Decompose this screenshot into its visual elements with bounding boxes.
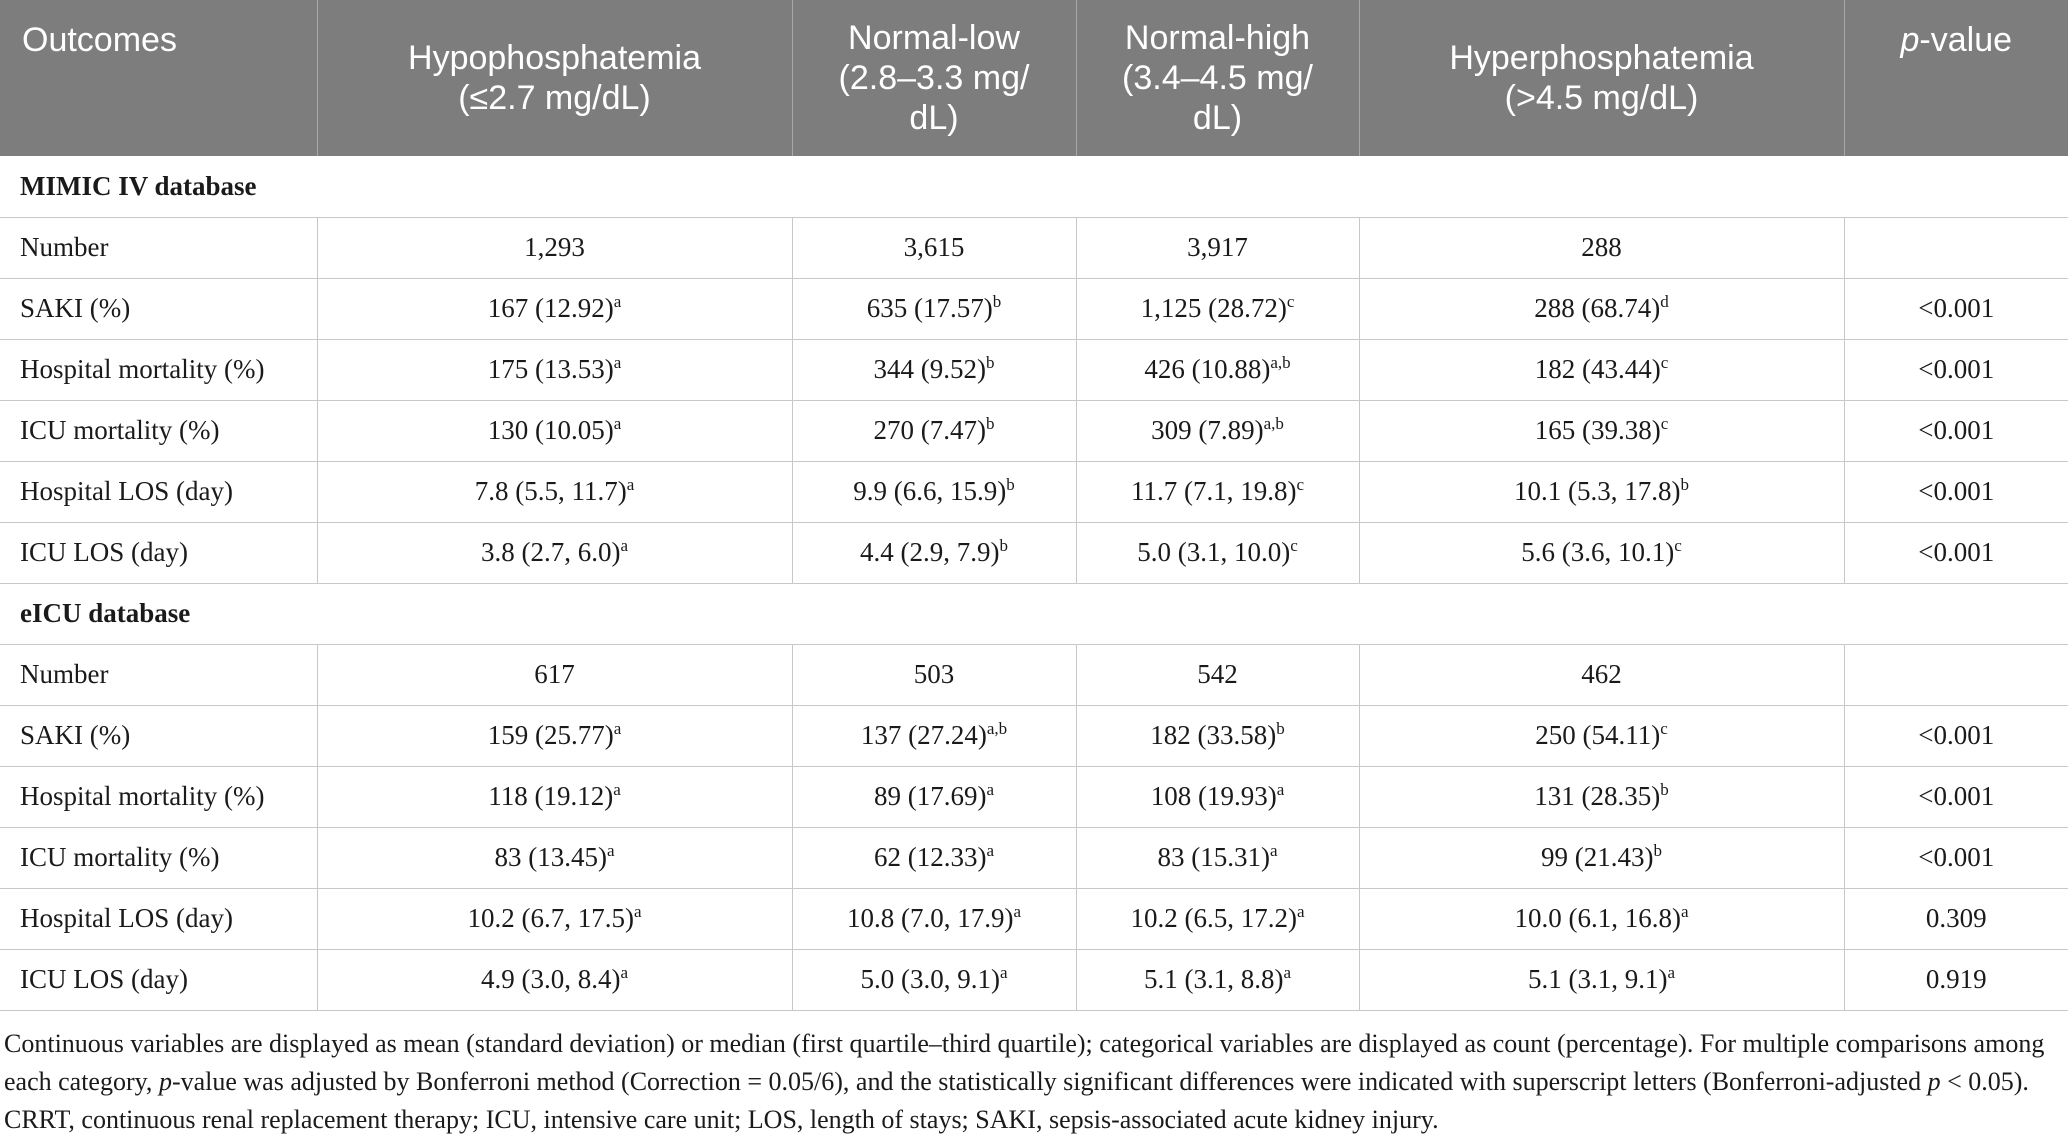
cell-value: 5.0 (3.0, 9.1) xyxy=(860,964,1000,994)
cell-superscript: c xyxy=(1660,353,1669,372)
table-cell xyxy=(317,827,792,888)
column-header-line: dL) xyxy=(1192,99,1243,137)
table-cell xyxy=(792,278,1076,339)
cell-value: 131 (28.35) xyxy=(1534,781,1661,811)
cell-superscript: a xyxy=(613,414,622,433)
table-row xyxy=(0,400,2068,461)
cell-superscript: b xyxy=(1660,780,1669,799)
cell-value: 1,125 (28.72) xyxy=(1140,293,1287,323)
cell-value: 288 xyxy=(1581,232,1622,262)
row-label: Hospital mortality (%) xyxy=(0,766,317,827)
row-label: Hospital mortality (%) xyxy=(0,339,317,400)
row-label: Number xyxy=(0,644,317,705)
table-cell xyxy=(317,461,792,522)
cell-superscript: a xyxy=(626,475,635,494)
cell-value: 118 (19.12) xyxy=(488,781,614,811)
cell-superscript: a xyxy=(1680,902,1689,921)
table-header xyxy=(0,0,2068,156)
p-value-cell: <0.001 xyxy=(1844,400,2068,461)
cell-value: 165 (39.38) xyxy=(1534,415,1661,445)
table-cell xyxy=(1076,949,1359,1010)
cell-value: 7.8 (5.5, 11.7) xyxy=(474,476,627,506)
cell-superscript: c xyxy=(1296,475,1305,494)
table-cell xyxy=(1359,705,1844,766)
cell-value: 4.4 (2.9, 7.9) xyxy=(860,537,1000,567)
p-italic: p xyxy=(1900,21,1920,59)
cell-value: 99 (21.43) xyxy=(1541,842,1654,872)
cell-value: 3,615 xyxy=(903,232,965,262)
table-row xyxy=(0,461,2068,522)
table-cell xyxy=(792,644,1076,705)
cell-superscript: a xyxy=(1013,902,1022,921)
cell-superscript: a xyxy=(1667,963,1676,982)
cell-superscript: c xyxy=(1674,536,1682,555)
cell-value: 175 (13.53) xyxy=(487,354,614,384)
cell-value: 426 (10.88) xyxy=(1144,354,1271,384)
section-title: MIMIC IV database xyxy=(0,156,2068,217)
table-cell xyxy=(1076,461,1359,522)
p-value-cell: <0.001 xyxy=(1844,766,2068,827)
p-value-cell xyxy=(1844,217,2068,278)
cell-value: 462 xyxy=(1581,659,1622,689)
table-row xyxy=(0,217,2068,278)
table-cell xyxy=(1359,888,1844,949)
table-cell xyxy=(317,705,792,766)
footnote-text-1: Continuous variables are displayed as mean (standard deviation) or median (first quartile–third quartile); categorical variables are displayed as count (percentage). For multiple comparisons among each category, xyxy=(4,1029,2045,1096)
table-row xyxy=(0,705,2068,766)
row-label: ICU LOS (day) xyxy=(0,522,317,583)
cell-value: 5.1 (3.1, 9.1) xyxy=(1527,964,1668,994)
table-cell xyxy=(1076,400,1359,461)
cell-value: 635 (17.57) xyxy=(866,293,993,323)
table-cell xyxy=(1076,766,1359,827)
table-cell xyxy=(792,522,1076,583)
column-header-line: (3.4–4.5 mg/ xyxy=(1122,59,1313,97)
table-cell xyxy=(1076,827,1359,888)
table-cell xyxy=(1359,217,1844,278)
section-title: eICU database xyxy=(0,583,2068,644)
cell-superscript: a xyxy=(1283,963,1292,982)
table-cell xyxy=(1359,461,1844,522)
table-footnote xyxy=(0,1025,2068,1139)
table-row xyxy=(0,827,2068,888)
table-cell xyxy=(1359,827,1844,888)
table-cell xyxy=(1359,644,1844,705)
cell-superscript: a xyxy=(999,963,1008,982)
cell-value: 182 (33.58) xyxy=(1150,720,1277,750)
footnote-text-2: -value was adjusted by Bonferroni method (Correction = 0.05/6), and the statistically significant differences were indicated with superscript letters (Bonferroni-adjusted xyxy=(171,1067,1928,1096)
cell-value: 5.6 (3.6, 10.1) xyxy=(1521,537,1675,567)
cell-value: 182 (43.44) xyxy=(1534,354,1661,384)
cell-value: 270 (7.47) xyxy=(873,415,986,445)
p-value-cell: <0.001 xyxy=(1844,278,2068,339)
row-label: SAKI (%) xyxy=(0,705,317,766)
cell-superscript: d xyxy=(1660,292,1669,311)
table-row xyxy=(0,339,2068,400)
table-cell xyxy=(792,339,1076,400)
column-header xyxy=(792,0,1076,156)
row-label: Hospital LOS (day) xyxy=(0,461,317,522)
cell-value: 11.7 (7.1, 19.8) xyxy=(1130,476,1297,506)
cell-value: 1,293 xyxy=(524,232,585,262)
p-value-cell: <0.001 xyxy=(1844,827,2068,888)
table-cell xyxy=(792,461,1076,522)
cell-superscript: a,b xyxy=(986,719,1008,738)
table-cell xyxy=(1076,278,1359,339)
cell-value: 5.1 (3.1, 8.8) xyxy=(1143,964,1284,994)
table-row xyxy=(0,949,2068,1010)
column-header-line: Normal-high xyxy=(1124,19,1311,57)
table-cell xyxy=(1076,217,1359,278)
table-row xyxy=(0,644,2068,705)
row-label: ICU mortality (%) xyxy=(0,827,317,888)
row-label: SAKI (%) xyxy=(0,278,317,339)
table-cell xyxy=(317,949,792,1010)
column-header-line: Hypophosphatemia xyxy=(408,39,701,77)
table-cell xyxy=(1359,949,1844,1010)
table-cell xyxy=(317,339,792,400)
cell-superscript: b xyxy=(1653,841,1662,860)
cell-value: 10.2 (6.7, 17.5) xyxy=(467,903,634,933)
cell-value: 83 (13.45) xyxy=(494,842,607,872)
cell-superscript: a xyxy=(633,902,642,921)
cell-value: 250 (54.11) xyxy=(1535,720,1661,750)
table-cell xyxy=(1076,888,1359,949)
p-value-cell: <0.001 xyxy=(1844,705,2068,766)
table-cell xyxy=(317,522,792,583)
cell-superscript: b xyxy=(985,414,995,433)
column-header-line: Normal-low xyxy=(848,19,1020,57)
cell-superscript: b xyxy=(1006,475,1015,494)
column-header-line: dL) xyxy=(909,99,959,137)
table-cell xyxy=(317,278,792,339)
cell-value: 83 (15.31) xyxy=(1157,842,1270,872)
header-row xyxy=(0,0,2068,156)
cell-superscript: a xyxy=(613,719,622,738)
table-cell xyxy=(1076,705,1359,766)
column-header-line: Outcomes xyxy=(22,21,177,59)
cell-value: 10.8 (7.0, 17.9) xyxy=(846,903,1014,933)
column-header-line: Hyperphosphatemia xyxy=(1449,39,1754,77)
table-cell xyxy=(317,766,792,827)
cell-superscript: a xyxy=(620,536,629,555)
footnote-p-italic-2: p xyxy=(1927,1067,1941,1096)
cell-superscript: c xyxy=(1660,414,1669,433)
table-cell xyxy=(1076,339,1359,400)
cell-value: 4.9 (3.0, 8.4) xyxy=(480,964,621,994)
cell-value: 159 (25.77) xyxy=(487,720,614,750)
cell-superscript: c xyxy=(1290,536,1298,555)
row-label: Number xyxy=(0,217,317,278)
table-cell xyxy=(317,888,792,949)
cell-superscript: a,b xyxy=(1270,353,1291,372)
cell-superscript: a xyxy=(620,963,629,982)
cell-superscript: b xyxy=(992,292,1002,311)
cell-superscript: a xyxy=(606,841,615,860)
column-header xyxy=(0,0,317,156)
table-cell xyxy=(792,400,1076,461)
cell-value: 62 (12.33) xyxy=(873,842,987,872)
table-cell xyxy=(792,888,1076,949)
cell-value: 309 (7.89) xyxy=(1151,415,1264,445)
cell-value: 167 (12.92) xyxy=(487,293,614,323)
column-header xyxy=(317,0,792,156)
cell-superscript: b xyxy=(999,536,1008,555)
cell-superscript: a xyxy=(1276,780,1285,799)
cell-superscript: a,b xyxy=(1263,414,1284,433)
cell-value: 617 xyxy=(534,659,575,689)
cell-value: 3.8 (2.7, 6.0) xyxy=(480,537,621,567)
column-header xyxy=(1844,0,2068,156)
cell-value: 542 xyxy=(1197,659,1238,689)
cell-value: 10.2 (6.5, 17.2) xyxy=(1130,903,1297,933)
cell-superscript: a xyxy=(986,841,995,860)
cell-value: 3,917 xyxy=(1187,232,1248,262)
table-cell xyxy=(792,827,1076,888)
footnote-p-italic-1: p xyxy=(158,1067,172,1096)
table-cell xyxy=(1359,278,1844,339)
table-cell xyxy=(1359,766,1844,827)
table-row xyxy=(0,522,2068,583)
row-label: ICU LOS (day) xyxy=(0,949,317,1010)
section-row xyxy=(0,156,2068,217)
cell-superscript: c xyxy=(1286,292,1295,311)
cell-value: 10.1 (5.3, 17.8) xyxy=(1514,476,1681,506)
column-header xyxy=(1359,0,1844,156)
table-row xyxy=(0,278,2068,339)
p-value-cell: 0.309 xyxy=(1844,888,2068,949)
cell-superscript: a xyxy=(986,780,995,799)
column-header-line: (2.8–3.3 mg/ xyxy=(838,59,1030,97)
cell-value: 108 (19.93) xyxy=(1150,781,1277,811)
cell-superscript: c xyxy=(1660,719,1668,738)
column-header-line: (>4.5 mg/dL) xyxy=(1504,79,1699,117)
p-value-cell: 0.919 xyxy=(1844,949,2068,1010)
column-header xyxy=(1076,0,1359,156)
cell-value: 9.9 (6.6, 15.9) xyxy=(853,476,1007,506)
cell-value: 288 (68.74) xyxy=(1534,293,1661,323)
table-cell xyxy=(792,949,1076,1010)
cell-value: 130 (10.05) xyxy=(487,415,614,445)
cell-value: 89 (17.69) xyxy=(873,781,987,811)
table-cell xyxy=(792,705,1076,766)
table-cell xyxy=(1359,400,1844,461)
cell-superscript: a xyxy=(613,780,621,799)
table-cell xyxy=(317,400,792,461)
cell-superscript: b xyxy=(1276,719,1285,738)
column-header-line: -value xyxy=(1919,21,2013,59)
p-value-cell: <0.001 xyxy=(1844,339,2068,400)
table-cell xyxy=(792,217,1076,278)
table-body xyxy=(0,156,2068,1010)
p-value-cell: <0.001 xyxy=(1844,461,2068,522)
section-row xyxy=(0,583,2068,644)
cell-value: 137 (27.24) xyxy=(860,720,987,750)
cell-value: 503 xyxy=(913,659,955,689)
cell-value: 10.0 (6.1, 16.8) xyxy=(1514,903,1681,933)
cell-superscript: b xyxy=(985,353,995,372)
table-row xyxy=(0,766,2068,827)
cell-value: 344 (9.52) xyxy=(873,354,986,384)
row-label: ICU mortality (%) xyxy=(0,400,317,461)
p-value-cell: <0.001 xyxy=(1844,522,2068,583)
cell-superscript: a xyxy=(613,353,622,372)
cell-value: 5.0 (3.1, 10.0) xyxy=(1137,537,1291,567)
cell-superscript: b xyxy=(1680,475,1689,494)
row-label: Hospital LOS (day) xyxy=(0,888,317,949)
cell-superscript: a xyxy=(1296,902,1305,921)
table-cell xyxy=(1076,522,1359,583)
footnote-text-3: < 0.05). CRRT, continuous renal replacement therapy; ICU, intensive care unit; LOS, length of stays; SAKI, sepsis-associated acute kidney injury. xyxy=(4,1067,2029,1134)
cell-superscript: a xyxy=(613,292,622,311)
table-row xyxy=(0,888,2068,949)
table-cell xyxy=(317,644,792,705)
table-cell xyxy=(792,766,1076,827)
p-value-cell xyxy=(1844,644,2068,705)
table-cell xyxy=(1076,644,1359,705)
cell-superscript: a xyxy=(1269,841,1278,860)
column-header-line: (≤2.7 mg/dL) xyxy=(458,79,651,117)
table-cell xyxy=(1359,522,1844,583)
table-cell xyxy=(1359,339,1844,400)
table-cell xyxy=(317,217,792,278)
